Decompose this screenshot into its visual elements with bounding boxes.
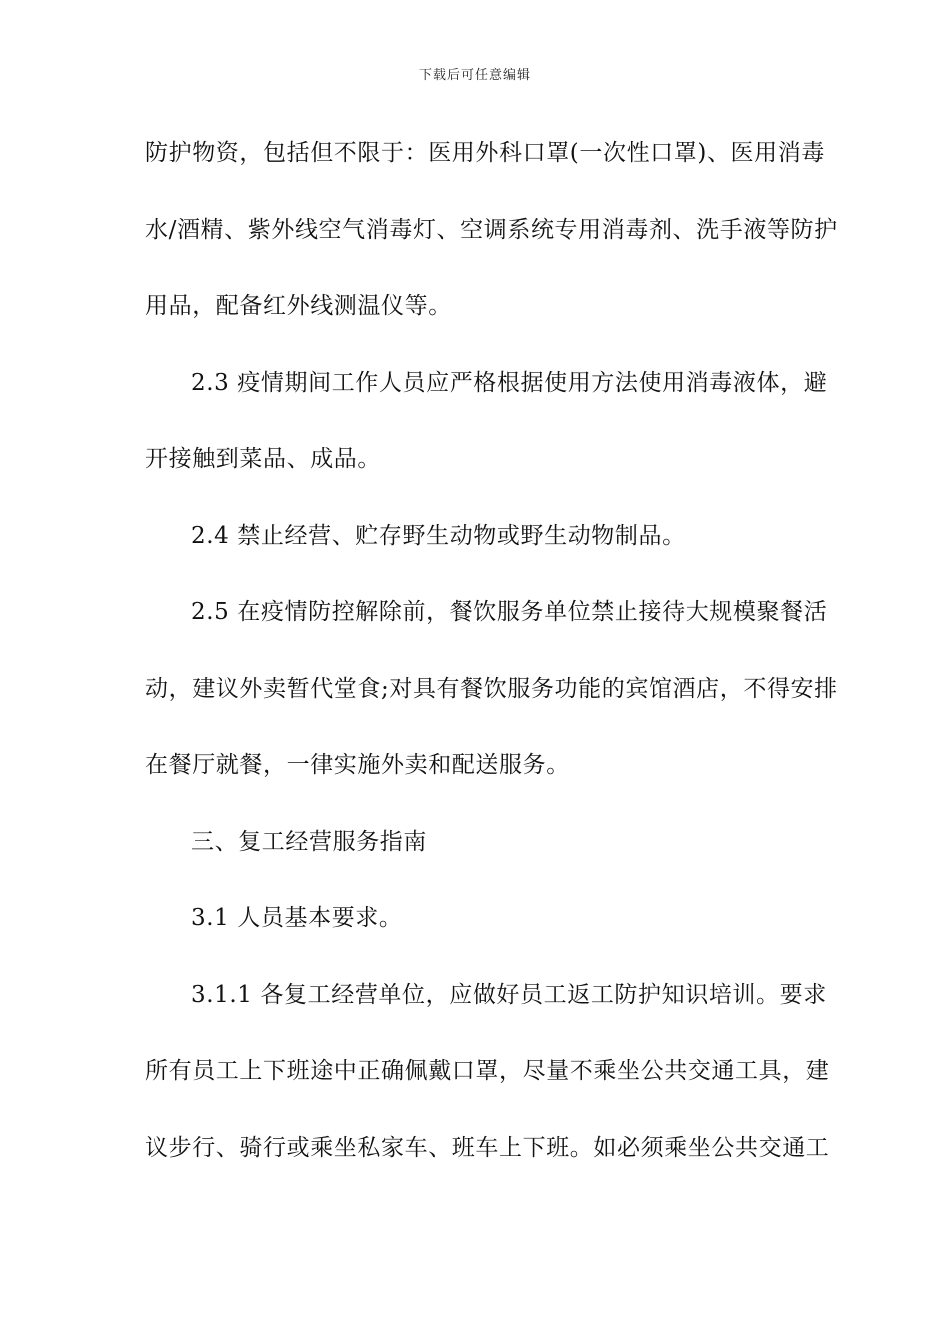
paragraph-2-3-start: 2.3 疫情期间工作人员应严格根据使用方法使用消毒液体，避 bbox=[191, 369, 828, 396]
text-line: 水/酒精、紫外线空气消毒灯、空调系统专用消毒剂、洗手液等防护 bbox=[145, 216, 838, 243]
text-line: 在餐厅就餐，一律实施外卖和配送服务。 bbox=[145, 752, 570, 778]
text-line: 动，建议外卖暂代堂食;对具有餐饮服务功能的宾馆酒店，不得安排 bbox=[145, 675, 838, 702]
text-line: 开接触到菜品、成品。 bbox=[145, 446, 381, 472]
text-line: 所有员工上下班途中正确佩戴口罩，尽量不乘坐公共交通工具，建 bbox=[145, 1058, 830, 1084]
text-line: 用品，配备红外线测温仪等。 bbox=[145, 293, 452, 319]
document-body bbox=[145, 128, 838, 1199]
section-heading-3: 三、复工经营服务指南 bbox=[191, 828, 427, 855]
paragraph-2-4: 2.4 禁止经营、贮存野生动物或野生动物制品。 bbox=[191, 522, 686, 549]
text-line: 议步行、骑行或乘坐私家车、班车上下班。如必须乘坐公共交通工 bbox=[145, 1134, 830, 1161]
subsection-heading-3-1: 3.1 人员基本要求。 bbox=[191, 905, 403, 931]
paragraph-2-5-start: 2.5 在疫情防控解除前，餐饮服务单位禁止接待大规模聚餐活 bbox=[191, 599, 828, 625]
page-header: 下载后可任意编辑 bbox=[418, 68, 531, 83]
text-line: 防护物资，包括但不限于：医用外科口罩(一次性口罩)、医用消毒 bbox=[145, 140, 825, 166]
paragraph-3-1-1-start: 3.1.1 各复工经营单位，应做好员工返工防护知识培训。要求 bbox=[191, 981, 827, 1008]
